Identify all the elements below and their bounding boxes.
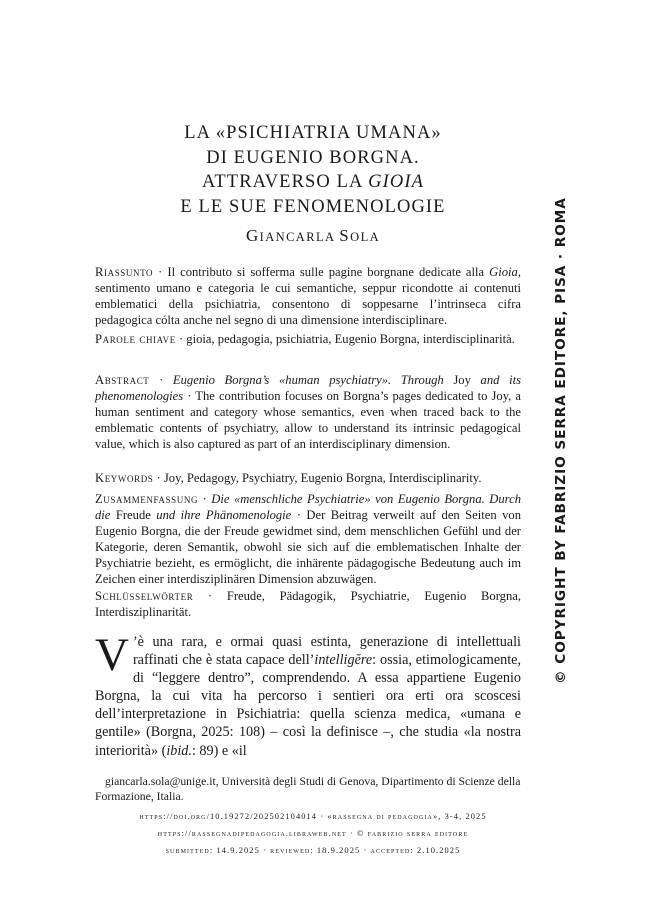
body-text-1: ’è una rara, e ormai quasi estinta, generazione di intellettuali raffinati che è stata capace dell’ <box>132 634 521 669</box>
abstract-title-2: and its phenomenologies <box>95 373 521 403</box>
zusammenfassung-label: Zusammenfassung <box>95 492 199 506</box>
zusammenfassung-title-freude: Freude <box>115 507 151 522</box>
schluesselwoerter-label: Schlüsselwörter <box>95 589 194 603</box>
parole-chiave-text: gioia, pedagogia, psichiatria, Eugenio Borgna, interdisciplinarità. <box>186 332 515 346</box>
parole-chiave-sep: · <box>175 332 187 346</box>
keywords-sep: · <box>153 471 164 485</box>
copyright-sidebar: © COPYRIGHT BY FABRIZIO SERRA EDITORE, PISA · ROMA <box>553 197 569 684</box>
body-paragraph <box>95 629 521 760</box>
zusammenfassung-title-1: Die «menschliche Psychiatrie» von Eugenio Borgna. Durch die <box>95 492 522 522</box>
abstract-sep-2: · <box>183 388 196 403</box>
parole-chiave-paragraph <box>95 332 521 348</box>
author-initial-2: S <box>339 226 351 245</box>
title-line-3 <box>95 170 531 195</box>
author-name <box>95 226 531 246</box>
riassunto-italic: Gioia <box>489 265 518 279</box>
keywords-label: Keywords <box>95 471 154 485</box>
article-title <box>95 121 531 219</box>
body-italic-ibid: ibid. <box>166 742 192 759</box>
keywords-paragraph <box>95 471 521 487</box>
parole-chiave-label: Parole chiave <box>95 332 176 346</box>
author-rest-2: OLA <box>350 230 381 244</box>
schluesselwoerter-text: Freude, Pädagogik, Psychiatrie, Eugenio Borgna, Interdisziplinarität. <box>95 589 521 619</box>
dates-line: submitted: 14.9.2025 · reviewed: 18.9.2025 · accepted: 2.10.2025 <box>165 846 461 855</box>
author-initial-1: G <box>245 226 260 245</box>
zusammenfassung-sep-2: · <box>291 507 307 522</box>
title-line-3-text: ATTRAVERSO LA <box>201 172 369 192</box>
zusammenfassung-text: Der Beitrag verweilt auf den Seiten von Eugenio Borgna, die der Freude gewidmet sind, dem menschlichen Gefühl und der Kategorie, deren Semantik, obwohl sie sich auf die emblematischen Inhalte der Psychiatrie bezieht, es ermöglicht, die inhärente pädagogische Bedeutung auch im Zeichen einer interdisziplinären Dimension abzuwägen. <box>95 507 522 586</box>
abstract-paragraph <box>95 373 521 453</box>
riassunto-sep: · <box>153 265 168 279</box>
zusammenfassung-title-2: und ihre Phänomenologie <box>150 507 292 522</box>
body-text-3: : 89) e «il <box>191 742 247 759</box>
abstract-text: The contribution focuses on Borgna’s pages dedicated to Joy, a human sentiment and category whose semantics, even when traced back to the emblematic contents of psychiatry, allow to understand its intrinsic pedagogical value, which is also captured as part of an interdisciplinary dimension. <box>95 388 522 451</box>
zusammenfassung-paragraph <box>95 492 521 587</box>
riassunto-text-1: Il contributo si sofferma sulle pagine borgnane dedicate alla <box>167 265 490 279</box>
keywords-text: Joy, Pedagogy, Psychiatry, Eugenio Borgna, Interdisciplinarity. <box>163 471 482 485</box>
abstract-title-joy: Joy <box>453 373 471 387</box>
author-rest-1: IANCARLA <box>259 230 340 244</box>
riassunto-label: Riassunto <box>95 265 154 279</box>
schluesselwoerter-sep: · <box>193 589 227 603</box>
title-line-1: LA «PSICHIATRIA UMANA» <box>184 123 442 143</box>
author-footnote: giancarla.sola@unige.it, Università degli Studi di Genova, Dipartimento di Scienze della Formazione, Italia. <box>95 775 521 803</box>
riassunto-paragraph <box>95 265 521 329</box>
riassunto-text-2: , sentimento umano e categoria le cui semantiche, seppur ricondotte ai contenuti emblematici della psichiatria, consentono di soppesarne l’intrinseca cifra pedagogica cólta anche nel segno di una dimensione interdisciplinare. <box>95 265 521 327</box>
doi-line: https://doi.org/10.19272/202502104014 · «rassegna di pedagogia», 3-4, 2025 <box>139 812 487 821</box>
abstract-sep: · <box>149 373 173 387</box>
title-italic-gioia: GIOIA <box>368 172 424 192</box>
body-italic-intelligere: intelligĕre <box>314 652 373 669</box>
abstract-title-1: Eugenio Borgna’s «human psychiatry». Through <box>172 373 454 387</box>
title-line-4: E LE SUE FENOMENOLOGIE <box>180 196 446 217</box>
schluesselwoerter-paragraph <box>95 589 521 621</box>
website-line: https://rassegnadipedagogia.libraweb.net · © fabrizio serra editore <box>157 829 469 838</box>
drop-cap: V <box>95 629 129 681</box>
body-text-2: : ossia, etimologicamente, di “leggere dentro”, comprendendo. A essa appartiene Eugenio Borgna, la cui vita ha percorso i sentieri ora erti ora scoscesi dell’interpretazione in Psichiatria: quella scienza medica, «umana e gentile» (Borgna, 2025: 108) – così la definisce –, che studia «la nostra interiorità» ( <box>95 652 521 759</box>
abstract-label: Abstract <box>95 373 150 387</box>
zusammenfassung-sep: · <box>198 492 212 506</box>
title-line-2: DI EUGENIO BORGNA. <box>206 147 420 168</box>
